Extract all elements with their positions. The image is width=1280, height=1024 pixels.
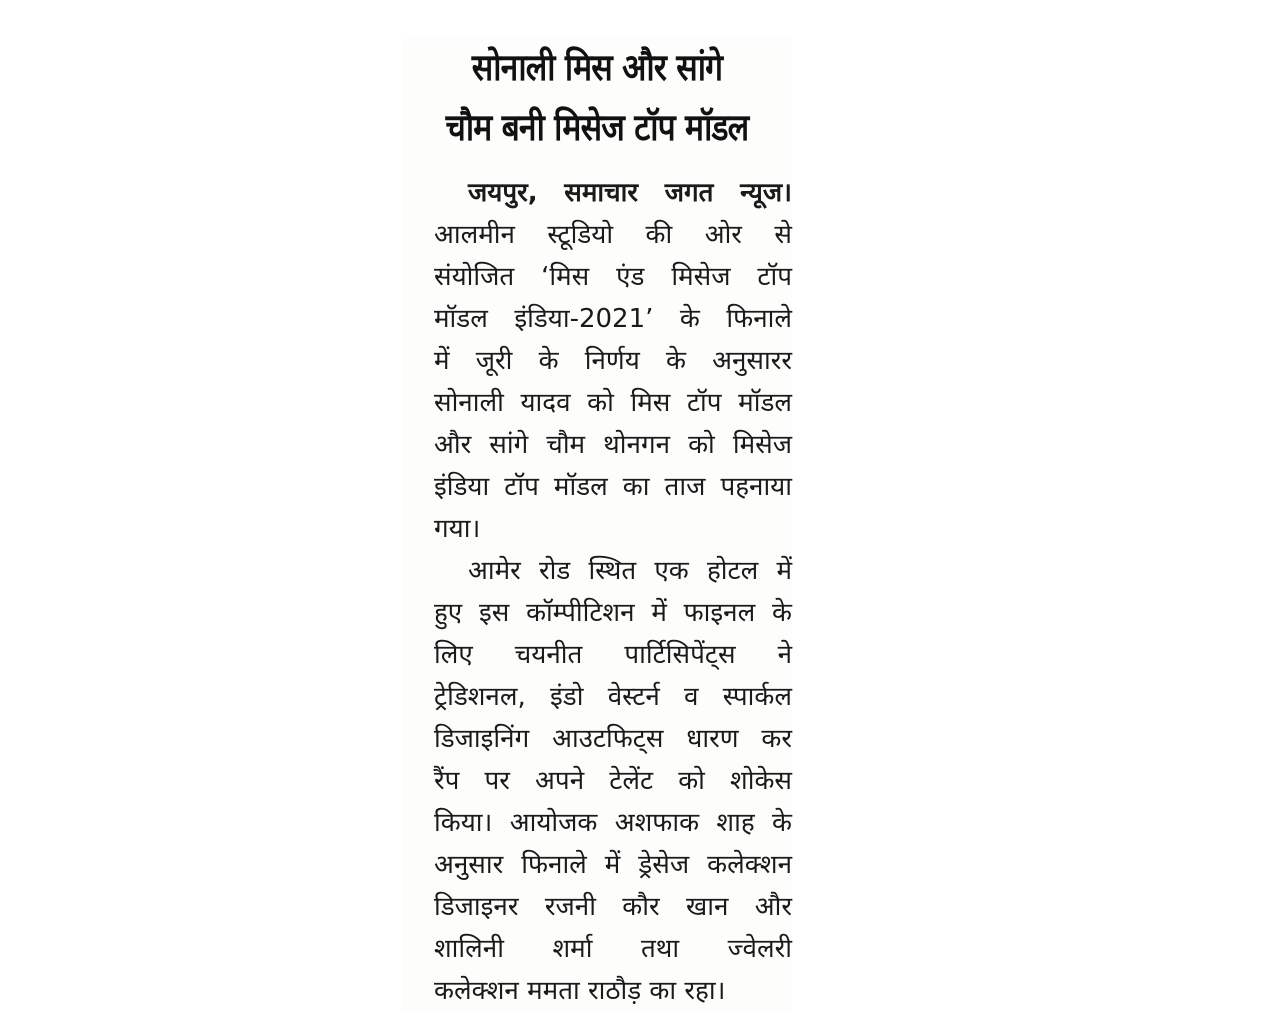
paragraph-1: [402, 172, 792, 550]
article-line: इंडिया टॉप मॉडल का ताज पहनाया: [434, 472, 792, 502]
article-line: शालिनी शर्मा तथा ज्वेलरी: [434, 934, 792, 964]
article-line: ट्रेडिशनल, इंडो वेस्टर्न व स्पार्कल: [434, 682, 792, 712]
article-line: अनुसार फिनाले में ड्रेसेज कलेक्शन: [434, 850, 792, 880]
paragraph-2: [402, 550, 792, 1012]
article-line: आलमीन स्टूडियो की ओर से: [434, 220, 792, 250]
headline: [429, 38, 764, 158]
article-line: लिए चयनीत पार्टिसिपेंट्स ने: [434, 640, 792, 670]
article-line: मॉडल इंडिया-2021’ के फिनाले: [434, 304, 792, 334]
headline-line-2: चौम बनी मिसेज टॉप मॉडल: [445, 106, 749, 149]
article-line: सोनाली यादव को मिस टॉप मॉडल: [434, 388, 792, 418]
headline-line-1: सोनाली मिस और सांगे: [471, 46, 723, 89]
article-line: में जूरी के निर्णय के अनुसारर: [434, 346, 792, 376]
article-line: गया।: [434, 514, 481, 544]
article-line: आमेर रोड स्थित एक होटल में: [468, 556, 792, 586]
article-line: कलेक्शन ममता राठौड़ का रहा।: [434, 976, 726, 1006]
article-line: डिजाइनिंग आउटफिट्स धारण कर: [434, 724, 792, 754]
article-line: डिजाइनर रजनी कौर खान और: [434, 892, 792, 922]
newspaper-clipping: [402, 38, 792, 1013]
article-line: किया। आयोजक अशफाक शाह के: [434, 808, 792, 838]
article-body: [402, 172, 792, 1012]
dateline: जयपुर, समाचार जगत न्यूज।: [468, 178, 792, 208]
article-line: हुए इस कॉम्पीटिशन में फाइनल के: [434, 598, 792, 628]
article-line: संयोजित ‘मिस एंड मिसेज टॉप: [434, 262, 792, 292]
article-line: और सांगे चौम थोनगन को मिसेज: [434, 430, 792, 460]
article-line: रैंप पर अपने टेलेंट को शोकेस: [434, 766, 792, 796]
